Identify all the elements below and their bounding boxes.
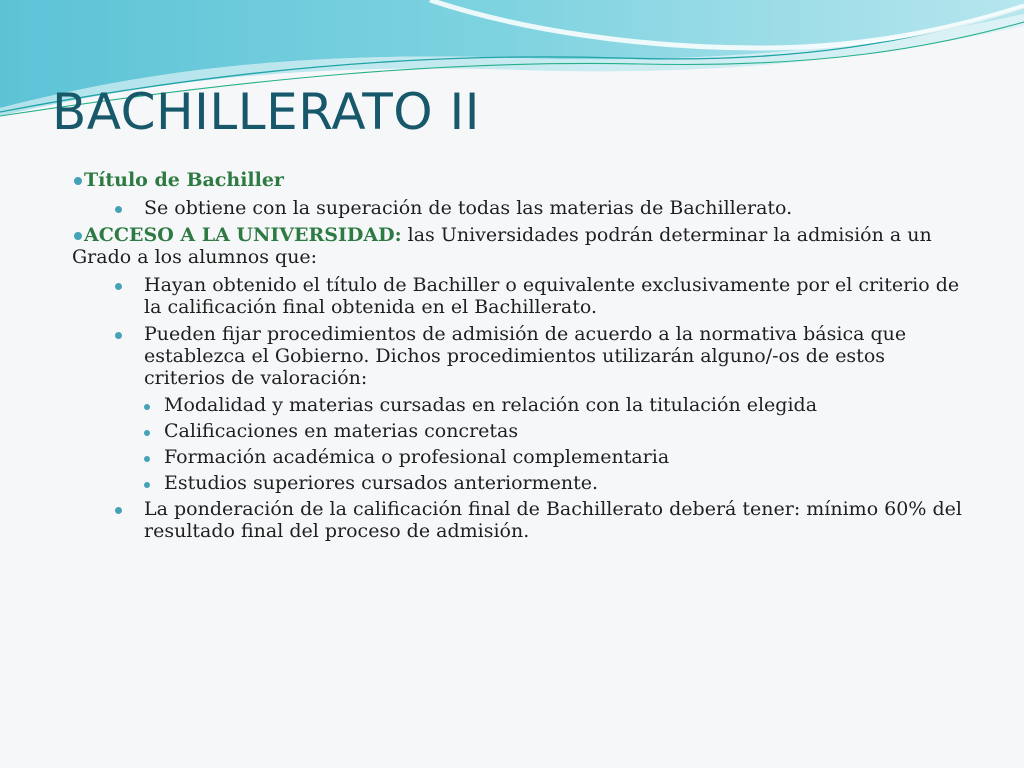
bullet-list: [72, 169, 972, 547]
bullet-dot-icon: [115, 206, 122, 213]
bullet-dot-icon: [74, 232, 82, 240]
bullet-dot-icon: [144, 456, 150, 462]
list-item: [72, 420, 972, 442]
list-item: [72, 446, 972, 468]
item-text: Modalidad y materias cursadas en relación con la titulación elegida: [164, 394, 818, 416]
item-text: Calificaciones en materias concretas: [164, 420, 519, 442]
bullet-dot-icon: [115, 332, 122, 339]
list-item: [72, 274, 972, 318]
list-item: [72, 224, 972, 268]
item-text: las Universidades podrán determinar la admisión a un Grado a los alumnos que:: [72, 224, 932, 268]
bullet-dot-icon: [115, 507, 122, 514]
list-item: [72, 394, 972, 416]
bullet-dot-icon: [74, 177, 82, 185]
item-heading: ACCESO A LA UNIVERSIDAD:: [84, 224, 402, 246]
slide-title: BACHILLERATO II: [52, 83, 481, 141]
bullet-dot-icon: [144, 430, 150, 436]
item-text: Estudios superiores cursados anteriormente.: [164, 472, 599, 494]
list-item: [72, 169, 972, 191]
item-text: Formación académica o profesional complementaria: [164, 446, 670, 468]
list-item: [72, 498, 972, 542]
bullet-dot-icon: [115, 283, 122, 290]
list-item: [72, 197, 972, 219]
bullet-dot-icon: [144, 482, 150, 488]
item-text: Pueden fijar procedimientos de admisión de acuerdo a la normativa básica que establezca el Gobierno. Dichos procedimientos utilizarán alguno/-os de estos criterios de valoración:: [144, 323, 907, 389]
list-item: [72, 472, 972, 494]
bullet-dot-icon: [144, 404, 150, 410]
item-text: Se obtiene con la superación de todas las materias de Bachillerato.: [144, 197, 793, 219]
item-text: Hayan obtenido el título de Bachiller o equivalente exclusivamente por el criterio de la calificación final obtenida en el Bachillerato.: [144, 274, 960, 318]
item-heading: Título de Bachiller: [84, 169, 284, 191]
item-text: La ponderación de la calificación final de Bachillerato deberá tener: mínimo 60% del resultado final del proceso de admisión.: [144, 498, 962, 542]
list-item: [72, 323, 972, 389]
